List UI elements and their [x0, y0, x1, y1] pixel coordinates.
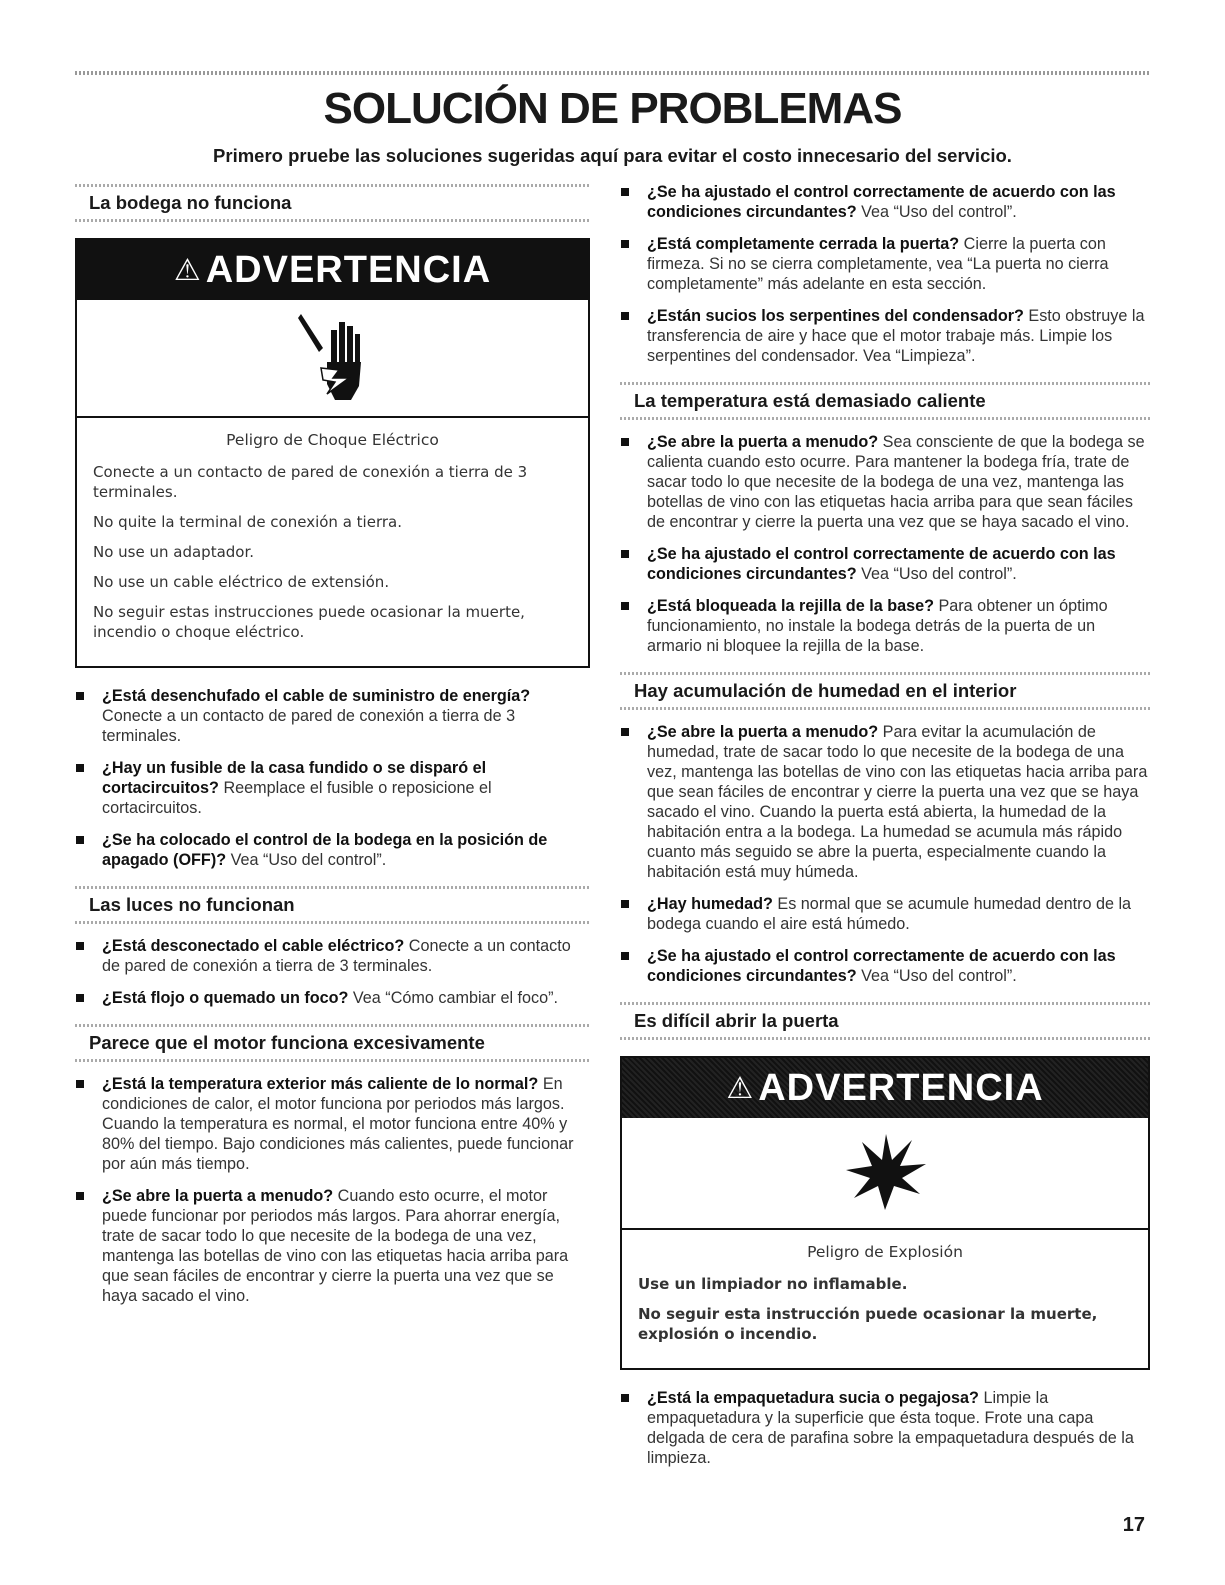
page-number: 17	[1122, 1514, 1145, 1536]
section-heading: La temperatura está demasiado caliente	[620, 378, 1150, 422]
warning-box-explosion	[620, 1056, 1150, 1370]
left-column	[75, 180, 590, 1318]
warning-body	[622, 1230, 1148, 1368]
list-item: ¿Está la temperatura exterior más caliente de lo normal? En condiciones de calor, el motor funciona por periodos más largos. Cuando la temperatura es normal, el motor funciona entre 40% y 80% del tiempo. Bajo condiciones más calientes, puede funcionar por aún más tiempo.	[75, 1074, 590, 1174]
warning-body	[77, 418, 588, 666]
warning-line: No use un cable eléctrico de extensión.	[93, 573, 390, 591]
warning-line: No use un adaptador.	[93, 543, 255, 561]
list-item: ¿Se ha ajustado el control correctamente de acuerdo con las condiciones circundantes? Vea “Uso del control”.	[620, 946, 1150, 986]
warning-line: Use un limpiador no inflamable.	[638, 1275, 908, 1293]
list-item: ¿Están sucios los serpentines del condensador? Esto obstruye la transferencia de aire y hace que el motor trabaje más. Limpie los serpentines del condensador. Vea “Limpieza”.	[620, 306, 1150, 366]
list-item: ¿Se abre la puerta a menudo? Para evitar la acumulación de humedad, trate de sacar todo lo que necesite de la bodega de una vez, mantenga las botellas de vino con las etiquetas hacia arriba para que sean fáciles de encontrar y cierre la puerta una vez que se haya sacado el vino. Cuando la puerta está abierta, la humedad de la habitación entra a la bodega. La humedad se acumula más rápido cuanto más seguido se abre la puerta, especialmente cuando la habitación está muy húmeda.	[620, 722, 1150, 882]
warning-line: No seguir estas instrucciones puede ocasionar la muerte, incendio o choque eléctrico.	[93, 603, 525, 641]
section-heading: La bodega no funciona	[75, 180, 590, 224]
electric-shock-hand-icon	[293, 308, 373, 408]
bullet-list	[75, 686, 590, 870]
bullet-list	[75, 1074, 590, 1306]
warning-header	[622, 1058, 1148, 1118]
list-item: ¿Está bloqueada la rejilla de la base? Para obtener un óptimo funcionamiento, no instale la bodega detrás de la puerta de un armario ni bloquee la rejilla de la base.	[620, 596, 1150, 656]
list-item: ¿Hay un fusible de la casa fundido o se disparó el cortacircuitos? Reemplace el fusible o reposicione el cortacircuitos.	[75, 758, 590, 818]
warning-triangle-icon: ⚠	[726, 1072, 755, 1105]
list-item: ¿Está desconectado el cable eléctrico? Conecte a un contacto de pared de conexión a tierra de 3 terminales.	[75, 936, 590, 976]
page-subtitle: Primero pruebe las soluciones sugeridas aquí para evitar el costo innecesario del servicio.	[213, 145, 1012, 166]
warning-triangle-icon: ⚠	[173, 254, 202, 287]
top-rule	[75, 71, 1150, 75]
bullet-list	[620, 722, 1150, 986]
list-item: ¿Se ha ajustado el control correctamente de acuerdo con las condiciones circundantes? Vea “Uso del control”.	[620, 182, 1150, 222]
warning-line: Conecte a un contacto de pared de conexión a tierra de 3 terminales.	[93, 463, 528, 501]
bullet-list	[75, 936, 590, 1008]
warning-box-electric	[75, 238, 590, 668]
warning-line: No quite la terminal de conexión a tierra.	[93, 513, 402, 531]
warning-line: No seguir esta instrucción puede ocasionar la muerte, explosión o incendio.	[638, 1305, 1098, 1343]
bullet-list	[620, 432, 1150, 656]
section-heading: Hay acumulación de humedad en el interior	[620, 668, 1150, 712]
section-heading: Las luces no funcionan	[75, 882, 590, 926]
right-column	[620, 180, 1150, 1480]
bullet-list	[620, 1388, 1150, 1468]
explosion-icon	[840, 1128, 930, 1218]
section-heading: Parece que el motor funciona excesivamente	[75, 1020, 590, 1064]
list-item: ¿Está completamente cerrada la puerta? Cierre la puerta con firmeza. Si no se cierra completamente, vea “La puerta no cierra completamente” más adelante en esta sección.	[620, 234, 1150, 294]
list-item: ¿Hay humedad? Es normal que se acumule humedad dentro de la bodega cuando el aire está húmedo.	[620, 894, 1150, 934]
list-item: ¿Se ha colocado el control de la bodega en la posición de apagado (OFF)? Vea “Uso del control”.	[75, 830, 590, 870]
list-item: ¿Se abre la puerta a menudo? Cuando esto ocurre, el motor puede funcionar por periodos más largos. Para ahorrar energía, trate de sacar todo lo que necesite de la bodega de una vez, mantenga las botellas de vino con las etiquetas hacia arriba para que sean fáciles de encontrar y cierre la puerta una vez que se haya sacado el vino.	[75, 1186, 590, 1306]
warning-label: ADVERTENCIA	[205, 249, 492, 291]
warning-header	[77, 240, 588, 300]
list-item: ¿Está desenchufado el cable de suministro de energía? Conecte a un contacto de pared de conexión a tierra de 3 terminales.	[75, 686, 590, 746]
list-item: ¿Está flojo o quemado un foco? Vea “Cómo cambiar el foco”.	[75, 988, 590, 1008]
list-item: ¿Se ha ajustado el control correctamente de acuerdo con las condiciones circundantes? Vea “Uso del control”.	[620, 544, 1150, 584]
warning-hazard-title: Peligro de Explosión	[807, 1243, 963, 1261]
warning-hazard-title: Peligro de Choque Eléctrico	[226, 431, 439, 449]
list-item: ¿Se abre la puerta a menudo? Sea consciente de que la bodega se calienta cuando esto ocurre. Para mantener la bodega fría, trate de sacar todo lo que necesite de la bodega de una vez, mantenga las botellas de vino con las etiquetas hacia arriba para que sean fáciles de encontrar y cierre la puerta una vez que se haya sacado el vino.	[620, 432, 1150, 532]
page-title: SOLUCIÓN DE PROBLEMAS	[323, 84, 902, 133]
warning-icon-area	[622, 1118, 1148, 1230]
warning-icon-area	[77, 300, 588, 418]
list-item: ¿Está la empaquetadura sucia o pegajosa? Limpie la empaquetadura y la superficie que ésta toque. Frote una capa delgada de cera de parafina sobre la empaquetadura después de la limpieza.	[620, 1388, 1150, 1468]
warning-label: ADVERTENCIA	[758, 1067, 1044, 1109]
section-heading: Es difícil abrir la puerta	[620, 998, 1150, 1042]
bullet-list	[620, 182, 1150, 366]
